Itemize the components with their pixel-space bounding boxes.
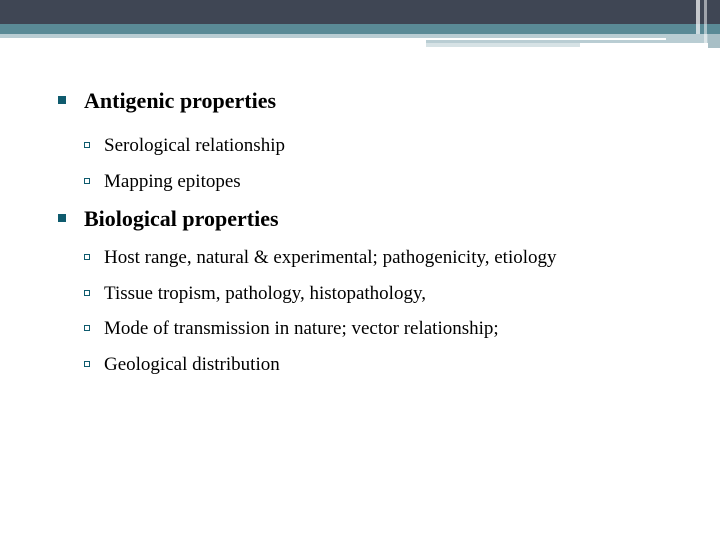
hollow-square-icon xyxy=(84,254,90,260)
filled-square-icon xyxy=(58,214,66,222)
heading-text: Antigenic properties xyxy=(84,88,277,113)
hollow-square-icon xyxy=(84,142,90,148)
heading-text: Biological properties xyxy=(84,206,279,231)
hollow-square-icon xyxy=(84,361,90,367)
hollow-square-icon xyxy=(84,325,90,331)
list-item xyxy=(84,283,426,305)
hollow-square-icon xyxy=(84,178,90,184)
section-heading-biological xyxy=(58,206,279,232)
list-item xyxy=(84,318,499,340)
list-item-text: Host range, natural & experimental; pathogenicity, etiology xyxy=(104,247,557,268)
filled-square-icon xyxy=(58,96,66,104)
list-item xyxy=(84,247,557,269)
list-item-text: Serological relationship xyxy=(104,135,285,156)
list-item-text: Mode of transmission in nature; vector relationship; xyxy=(104,318,499,339)
section-heading-antigenic xyxy=(58,88,276,114)
list-item xyxy=(84,354,280,376)
list-item-text: Tissue tropism, pathology, histopathology, xyxy=(104,283,426,304)
list-item-text: Geological distribution xyxy=(104,354,280,375)
list-item xyxy=(84,171,241,193)
list-item-text: Mapping epitopes xyxy=(104,171,241,192)
list-item xyxy=(84,135,285,157)
hollow-square-icon xyxy=(84,290,90,296)
